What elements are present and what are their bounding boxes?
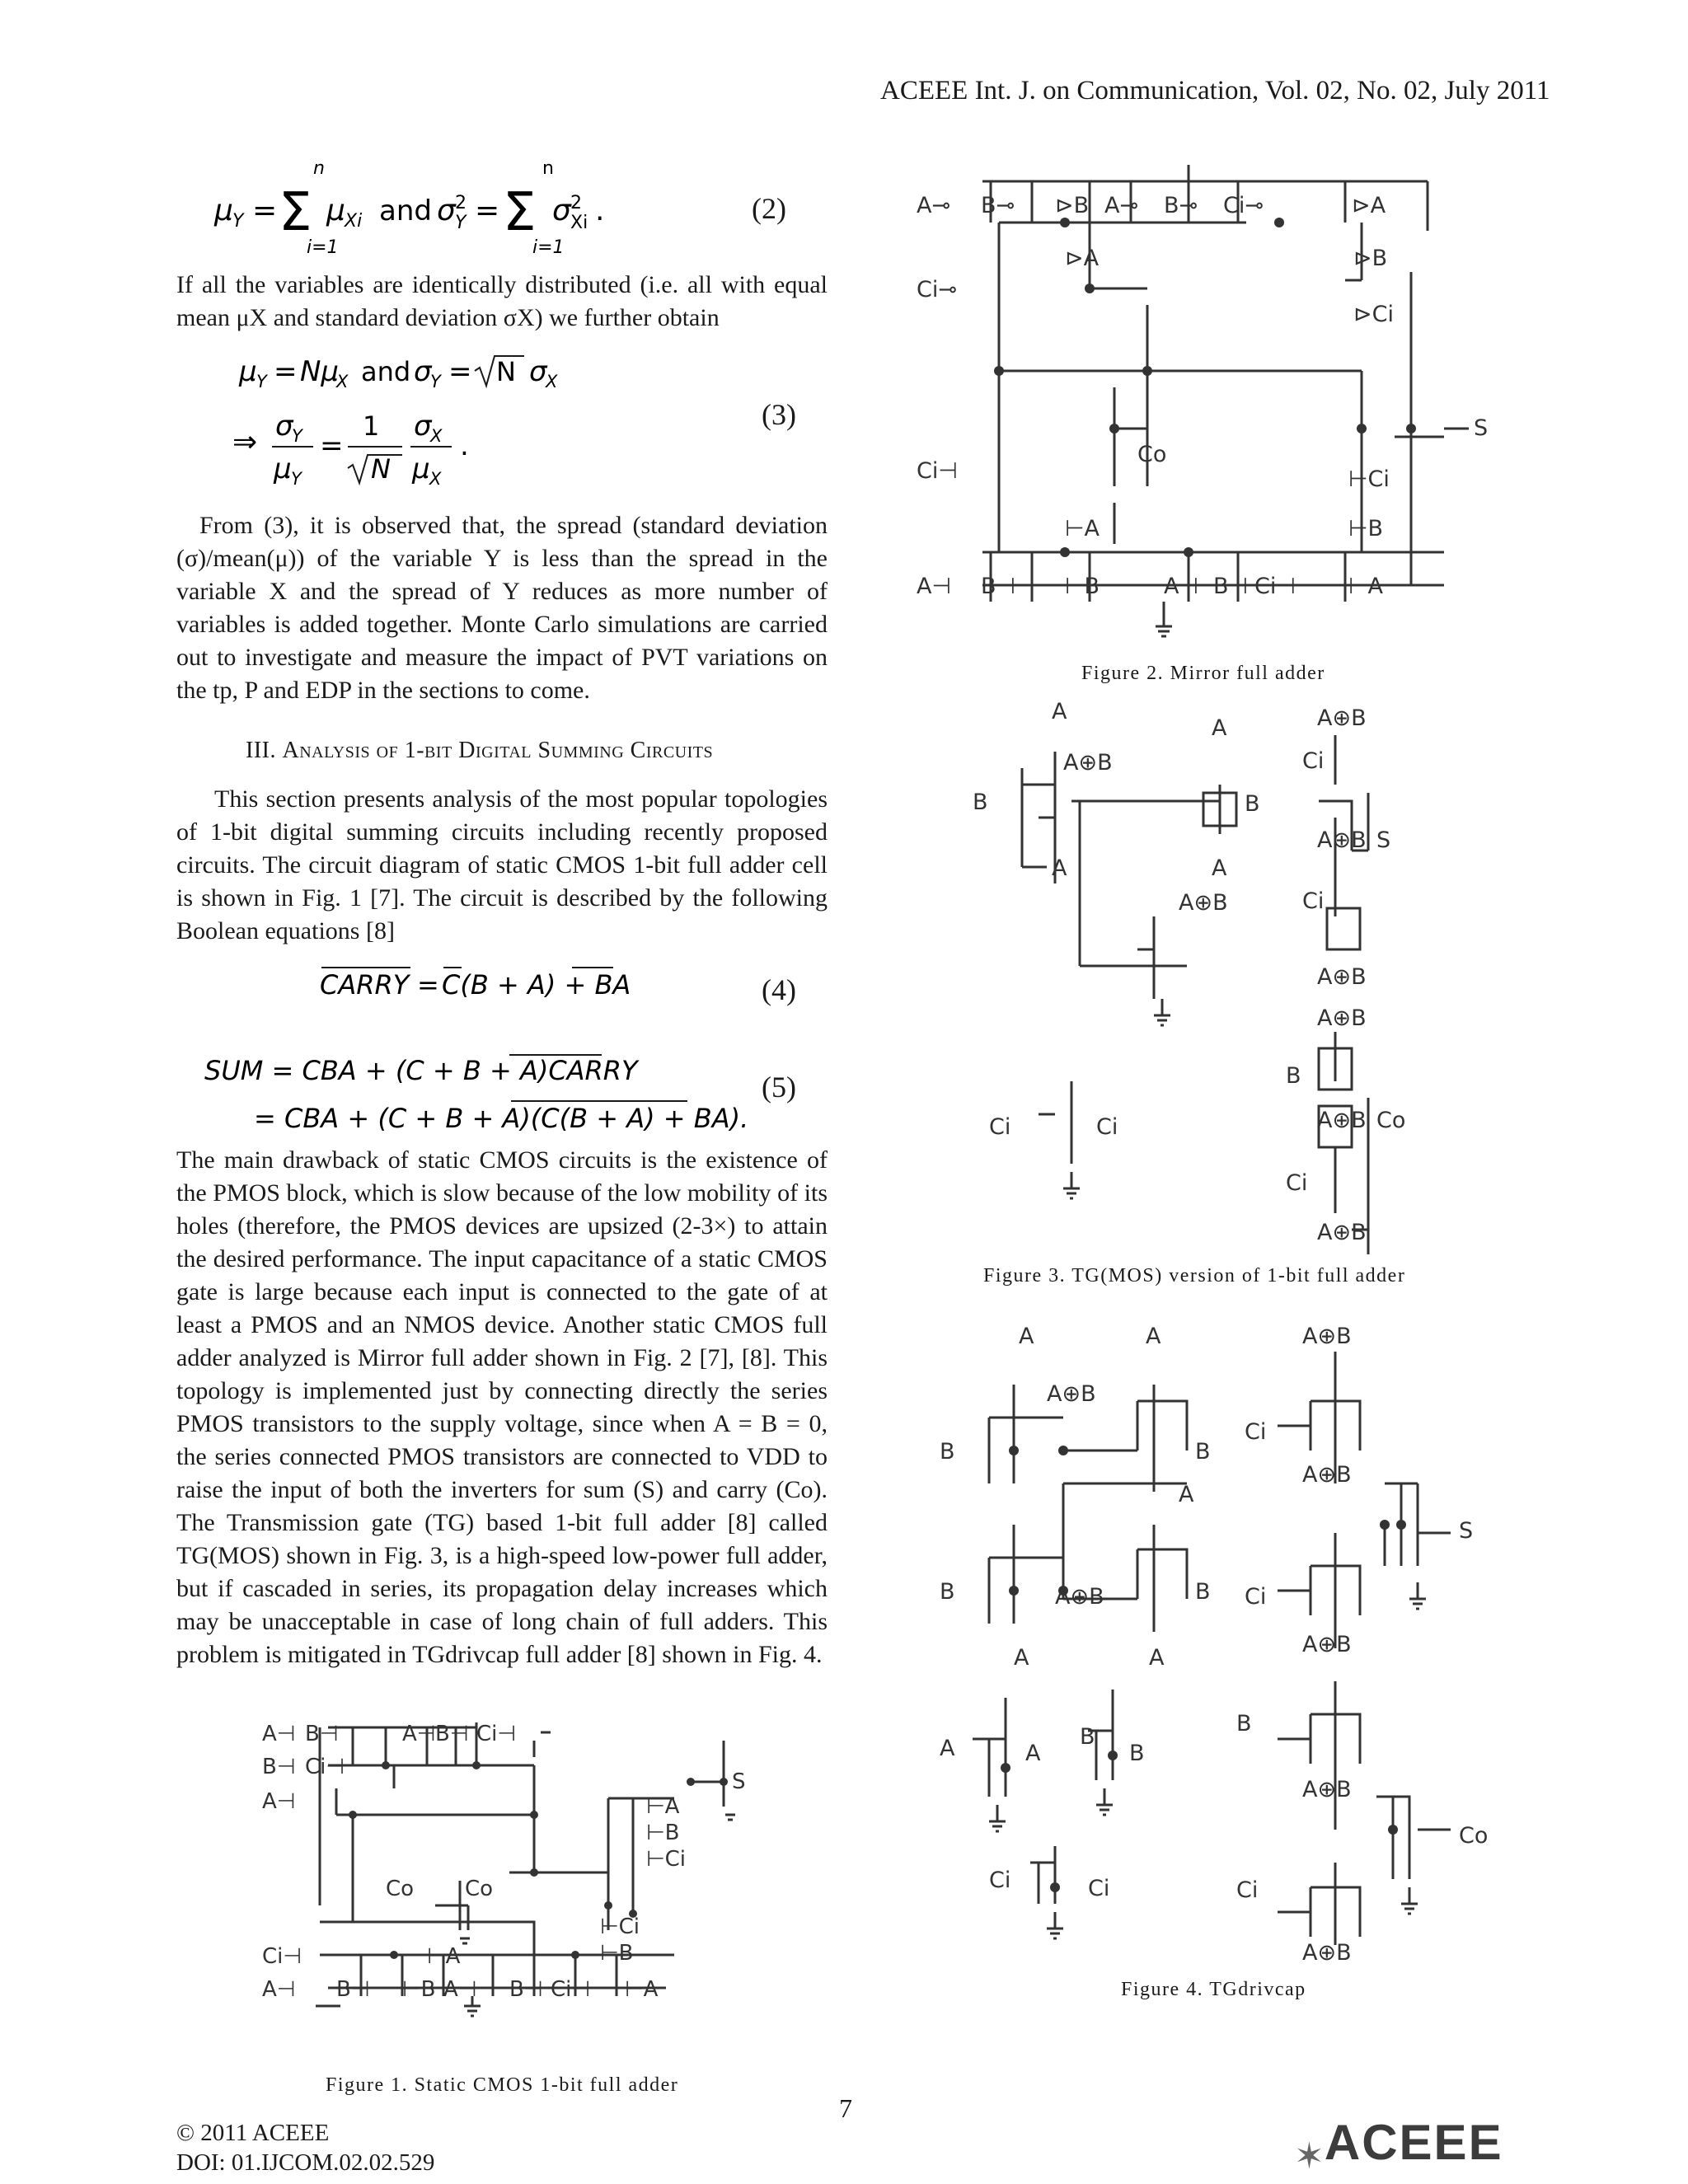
svg-text:Nμ: Nμ [300,355,340,388]
svg-text:S: S [732,1769,746,1794]
svg-text:A: A [1014,1645,1029,1671]
svg-text:Y: Y [291,469,302,489]
svg-text:⊳B: ⊳B [1055,193,1090,218]
svg-text:n: n [542,158,554,179]
svg-text:A⊣: A⊣ [262,1977,296,2002]
svg-text:Co: Co [386,1877,415,1901]
svg-text:Y: Y [256,372,267,391]
svg-text:=: = [274,355,298,388]
svg-text:A⊣: A⊣ [262,1722,296,1746]
svg-text:⊢Ci: ⊢Ci [646,1847,687,1872]
svg-text:S: S [1474,415,1489,441]
figure-1-diagram [262,1716,757,2021]
equation-2-svg [214,158,676,260]
svg-text:A: A [1025,1741,1041,1766]
figure-1-caption: Figure 1. Static CMOS 1-bit full adder [326,2074,679,2096]
svg-text:A⊣: A⊣ [443,1977,477,2002]
figure-4-caption: Figure 4. TGdrivcap [1121,1979,1306,2000]
svg-text:Ci⊣: Ci⊣ [551,1977,591,2002]
svg-text:⊢A: ⊢A [427,1944,461,1969]
svg-text:A⊕B: A⊕B [1179,890,1228,916]
svg-text:=: = [475,194,500,227]
svg-text:A: A [1212,715,1227,741]
svg-text:Ci: Ci [1096,1114,1118,1140]
svg-text:2: 2 [455,193,467,213]
svg-text:⊢A: ⊢A [1065,516,1100,541]
svg-text:Ci: Ci [1302,888,1325,914]
logo-text: ACEEE [1324,2115,1503,2170]
svg-text:SUM = CBA + (C + B + A)CARRY: SUM = CBA + (C + B + A)CARRY [204,1055,638,1086]
svg-text:A⊣: A⊣ [1164,574,1198,599]
svg-text:⊳A: ⊳A [1065,246,1100,271]
svg-text:Xi: Xi [570,213,588,233]
equation-3 [232,353,585,497]
svg-text:Ci: Ci [989,1868,1011,1893]
svg-text:Ci: Ci [1302,748,1325,774]
svg-text:X: X [336,372,349,391]
svg-text:A⊕B: A⊕B [1317,1005,1367,1031]
svg-text:B⊸: B⊸ [1164,193,1198,218]
svg-text:Y: Y [292,426,302,446]
figure-4-diagram [940,1319,1500,1961]
svg-text:A: A [940,1736,955,1761]
svg-text:A⊕B: A⊕B [1302,1777,1352,1802]
copyright: © 2011 ACEEE [176,2120,330,2146]
svg-text:A: A [1019,1324,1034,1349]
svg-text:σ: σ [414,410,432,443]
svg-text:X: X [546,372,558,391]
equation-2 [214,158,676,264]
figure-2-caption: Figure 2. Mirror full adder [1081,663,1325,684]
svg-text:S: S [1459,1518,1474,1544]
svg-text:B⊣: B⊣ [981,574,1016,599]
svg-text:Ci⊣: Ci⊣ [305,1755,345,1779]
equation-4-number: (4) [762,973,796,1006]
svg-text:σ: σ [275,410,293,443]
svg-text:Ci⊣: Ci⊣ [262,1944,302,1969]
svg-text:⊢B: ⊢B [1065,574,1100,599]
svg-text:Ci: Ci [989,1114,1011,1140]
svg-text:A⊕B: A⊕B [1317,1108,1367,1133]
svg-text:Ci: Ci [1236,1877,1259,1903]
svg-text:⊢A: ⊢A [625,1977,659,2002]
svg-text:σ: σ [552,194,571,227]
svg-text:⊢A: ⊢A [1348,574,1383,599]
svg-text:C(B + A) + BA: C(B + A) + BA [442,969,631,1001]
svg-text:B⊣: B⊣ [305,1722,339,1746]
aceee-logo [1294,2114,1503,2177]
svg-text:X: X [430,426,443,446]
svg-text:B: B [1236,1711,1252,1736]
svg-text:n: n [313,158,325,179]
svg-text:A: A [1179,1482,1194,1507]
svg-text:⊢A: ⊢A [646,1794,680,1819]
svg-text:B: B [1195,1439,1211,1465]
svg-text:i=1: i=1 [307,237,339,258]
equation-4-svg [320,963,633,1004]
section-heading [246,738,713,764]
svg-text:B: B [1245,791,1260,817]
svg-text:B: B [940,1579,955,1605]
svg-text:=: = [448,355,472,388]
svg-text:Ci⊣: Ci⊣ [476,1722,517,1746]
svg-text:.: . [595,194,605,227]
svg-text:⊢B: ⊢B [646,1821,680,1845]
svg-text:A⊕B: A⊕B [1302,1940,1352,1961]
figure-3-diagram [973,702,1434,1254]
svg-text:A⊕B: A⊕B [1317,1220,1367,1245]
section-title: Analysis of 1-bit Digital Summing Circuits [282,738,714,763]
svg-text:A⊣: A⊣ [402,1722,436,1746]
svg-text:⊢B: ⊢B [1348,516,1384,541]
paragraph-section-intro: This section presents analysis of the most popular topologies of 1-bit digital summing circuits including recently proposed circuits. The circuit diagram of static CMOS 1-bit full adder cell is shown in Fig. 1 [7]. The circuit is described by the following Boolean equations [8] [176,785,828,944]
paragraph-drawback: The main drawback of static CMOS circuits is the existence of the PMOS block, which is slow because of the low mobility of its holes (therefore, the PMOS devices are upsized (2-3×) to attain the desired performance. The input capacitance of a static CMOS gate is large because each input is connected to the gate of at least a PMOS and an NMOS device. Another static CMOS full adder analyzed is Mirror full adder shown in Fig. 2 [7], [8]. This topology is implemented just by connecting directly the series PMOS transistors to the supply voltage, since when A = B = 0, the series connected PMOS transistors are connected to VDD to raise the input of both the inverters for sum (S) and carry (Co). The Transmission gate (TG) based 1-bit full adder [8] called TG(MOS) shown in Fig. 3, is a high-speed low-power full adder, but if cascaded in series, its propagation delay increases which may be unacceptable in case of long chain of full adders. This problem is mitigated in TGdrivcap full adder [8] shown in Fig. 4. [176,1146,828,1668]
svg-text:Ci: Ci [1286,1170,1308,1196]
svg-text:⊢Ci: ⊢Ci [1348,466,1390,492]
svg-text:Σ: Σ [503,182,537,243]
equation-5-number: (5) [762,1071,796,1104]
svg-text:μ: μ [239,355,257,388]
svg-text:Co: Co [1376,1108,1406,1133]
figure-3-tgmos [973,702,1434,1258]
figure-4-tgdrivcap [940,1319,1500,1966]
svg-text:B⊣: B⊣ [435,1722,469,1746]
svg-text:⊳Ci: ⊳Ci [1353,302,1394,327]
svg-text:=: = [417,969,439,1001]
svg-text:μ: μ [274,452,292,485]
svg-text:μ: μ [412,452,430,485]
logo-star-icon: ✶ [1294,2135,1325,2177]
svg-text:= CBA + (C + B + A)(C(B + A) +: = CBA + (C + B + A)(C(B + A) + BA). [254,1103,749,1134]
svg-text:.: . [460,429,469,462]
svg-text:Σ: Σ [279,182,312,243]
svg-text:Co: Co [465,1877,494,1901]
svg-text:B⊣: B⊣ [262,1755,296,1779]
svg-text:B⊣: B⊣ [509,1977,543,2002]
svg-text:B: B [973,790,988,815]
svg-text:N: N [496,356,516,387]
svg-text:A⊕B: A⊕B [1317,964,1367,990]
svg-text:B⊣: B⊣ [1213,574,1249,599]
svg-text:⇒: ⇒ [232,425,258,459]
svg-text:A⊕B: A⊕B [1047,1381,1096,1407]
svg-text:⊳B: ⊳B [1353,246,1388,271]
svg-text:A⊸: A⊸ [917,193,951,218]
doi: DOI: 01.IJCOM.02.02.529 [176,2149,435,2176]
svg-text:B: B [1129,1741,1145,1766]
svg-text:=: = [320,429,344,462]
svg-text:A⊕B: A⊕B [1302,1632,1352,1657]
svg-text:Y: Y [430,372,441,391]
svg-text:Ci⊣: Ci⊣ [917,458,958,484]
svg-text:2: 2 [570,193,582,213]
figure-1-static-cmos [262,1716,757,2025]
svg-text:B⊣: B⊣ [336,1977,370,2002]
equation-4 [320,963,633,1008]
svg-text:A: A [1149,1645,1165,1671]
svg-text:B⊸: B⊸ [981,193,1015,218]
svg-text:A⊕B: A⊕B [1317,827,1367,853]
svg-text:A: A [1052,855,1067,881]
svg-text:A⊸: A⊸ [1104,193,1139,218]
page-number: 7 [839,2093,852,2123]
svg-text:⊢Ci: ⊢Ci [600,1915,640,1939]
svg-text:B: B [1080,1724,1095,1750]
svg-text:S: S [1376,827,1391,853]
equation-3-svg [232,353,585,493]
figure-2-diagram [917,157,1493,651]
svg-text:A⊣: A⊣ [917,574,951,599]
svg-text:B: B [1195,1579,1211,1605]
svg-text:A⊕B: A⊕B [1317,705,1367,731]
svg-text:Y: Y [455,213,467,233]
svg-text:Ci: Ci [1245,1419,1267,1445]
svg-text:and: and [361,356,411,387]
svg-text:Ci: Ci [1088,1876,1110,1901]
svg-text:⊳A: ⊳A [1352,193,1386,218]
figure-2-mirror-adder [917,157,1493,655]
journal-header: ACEEE Int. J. on Communication, Vol. 02, No. 02, July 2011 [880,76,1550,105]
svg-text:σ: σ [437,194,456,227]
equation-5-svg [204,1048,749,1139]
svg-text:and: and [379,194,432,227]
svg-text:σ: σ [529,355,547,388]
svg-text:Y: Y [232,211,244,232]
svg-text:Co: Co [1137,442,1167,467]
svg-text:σ: σ [414,355,432,388]
svg-text:B: B [940,1439,955,1465]
svg-text:Xi: Xi [345,211,363,232]
svg-text:μ: μ [326,194,345,227]
svg-text:A⊕B: A⊕B [1302,1324,1352,1349]
svg-text:⊢B: ⊢B [600,1941,634,1966]
svg-text:B: B [1286,1063,1301,1089]
svg-text:A⊕B: A⊕B [1063,750,1113,776]
svg-text:A⊣: A⊣ [262,1789,296,1814]
svg-text:Ci⊸: Ci⊸ [917,277,957,302]
svg-text:X: X [429,469,442,489]
svg-text:=: = [252,194,278,227]
section-numeral: III. [246,738,276,763]
svg-text:A: A [1212,855,1227,881]
svg-text:i=1: i=1 [532,237,565,258]
svg-text:CARRY: CARRY [320,969,410,1001]
svg-text:A⊕B: A⊕B [1055,1584,1104,1610]
svg-text:Co: Co [1459,1823,1489,1849]
equation-3-number: (3) [762,398,796,431]
equation-2-number: (2) [752,192,786,225]
svg-text:μ: μ [214,194,233,227]
equation-5 [204,1048,749,1143]
svg-text:A⊕B: A⊕B [1302,1462,1352,1488]
svg-text:Ci: Ci [1245,1584,1267,1610]
svg-text:A: A [1146,1324,1161,1349]
svg-text:Ci⊸: Ci⊸ [1223,193,1264,218]
svg-text:⊢B: ⊢B [402,1977,436,2002]
paragraph-identical-variables: If all the variables are identically distributed (i.e. all with equal mean μX and standard deviation σX) we further obtain [176,271,828,331]
svg-text:Ci⊣: Ci⊣ [1254,574,1296,599]
svg-text:N: N [371,453,391,485]
figure-3-caption: Figure 3. TG(MOS) version of 1-bit full adder [983,1265,1406,1286]
svg-text:1: 1 [363,410,380,442]
paragraph-spread: From (3), it is observed that, the spread (standard deviation (σ)/mean(μ)) of the variable Y is less than the spread in the variable X and the spread of Y reduces as more number of variables is added together. Monte Carlo simulations are carried out to investigate and measure the impact of PVT variations on the tp, P and EDP in the sections to come. [176,512,828,704]
svg-text:A: A [1052,702,1067,724]
